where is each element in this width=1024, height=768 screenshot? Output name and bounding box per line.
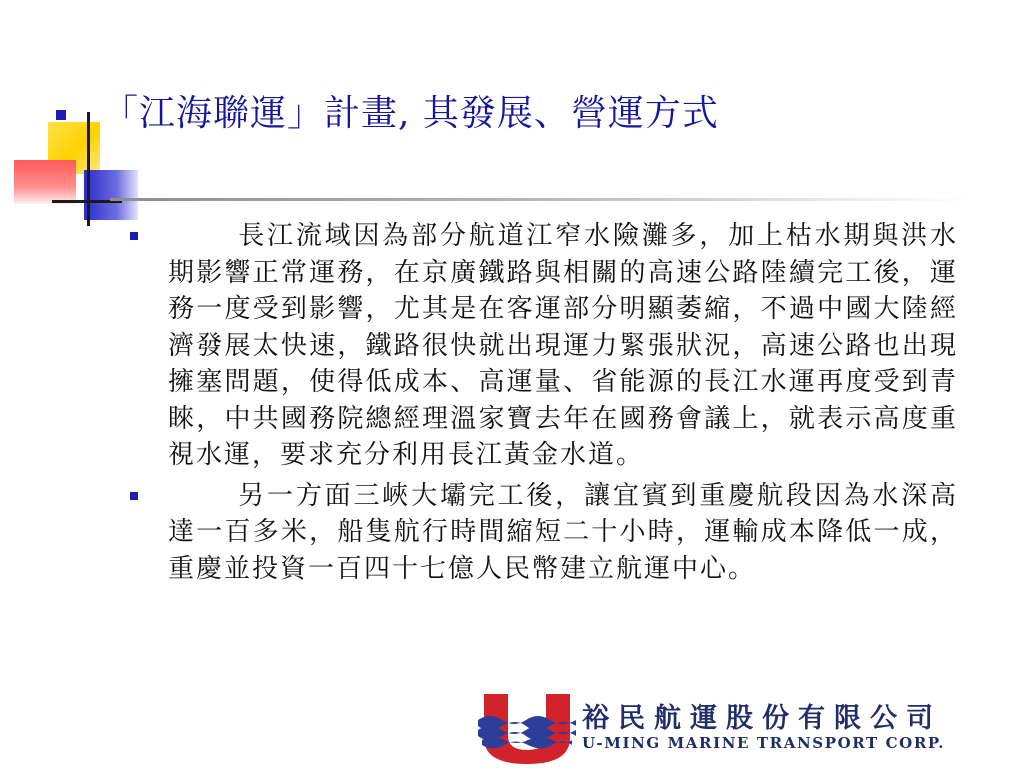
company-logo-icon bbox=[478, 690, 576, 766]
paragraph-text: 長江流域因為部分航道江窄水險灘多，加上枯水期與洪水期影響正常運務，在京廣鐵路與相關的高速公路陸續完工後，運務一度受到影響，尤其是在客運部分明顯萎縮，不過中國大陸經濟發展太快速，鐵路很快就出現運力緊張狀況，高速公路也出現擁塞問題，使得低成本、高運量、省能源的長江水運再度受到青睞，中共國務院總經理溫家寶去年在國務會議上，就表示高度重視水運，要求充分利用長江黃金水道。 bbox=[168, 221, 958, 470]
title-row bbox=[50, 90, 980, 140]
bullet-paragraph bbox=[128, 218, 958, 474]
company-name-english: U-MING MARINE TRANSPORT CORP. bbox=[582, 734, 946, 752]
slide-body bbox=[128, 218, 958, 591]
square-bullet-icon bbox=[56, 110, 66, 120]
bullet-paragraph bbox=[128, 478, 958, 588]
square-bullet-icon bbox=[130, 492, 138, 500]
slide-title: 「江海聯運」計畫, 其發展、營運方式 bbox=[102, 93, 719, 134]
blue-square bbox=[84, 170, 138, 220]
red-square bbox=[14, 160, 76, 204]
company-logo bbox=[478, 690, 1018, 766]
title-divider bbox=[110, 198, 970, 201]
company-name-chinese: 裕民航運股份有限公司 bbox=[582, 703, 942, 734]
square-bullet-icon bbox=[130, 232, 138, 240]
paragraph-text: 另一方面三峽大壩完工後，讓宜賓到重慶航段因為水深高達一百多米，船隻航行時間縮短二十小時，運輸成本降低一成，重慶並投資一百四十七億人民幣建立航運中心。 bbox=[168, 480, 958, 584]
